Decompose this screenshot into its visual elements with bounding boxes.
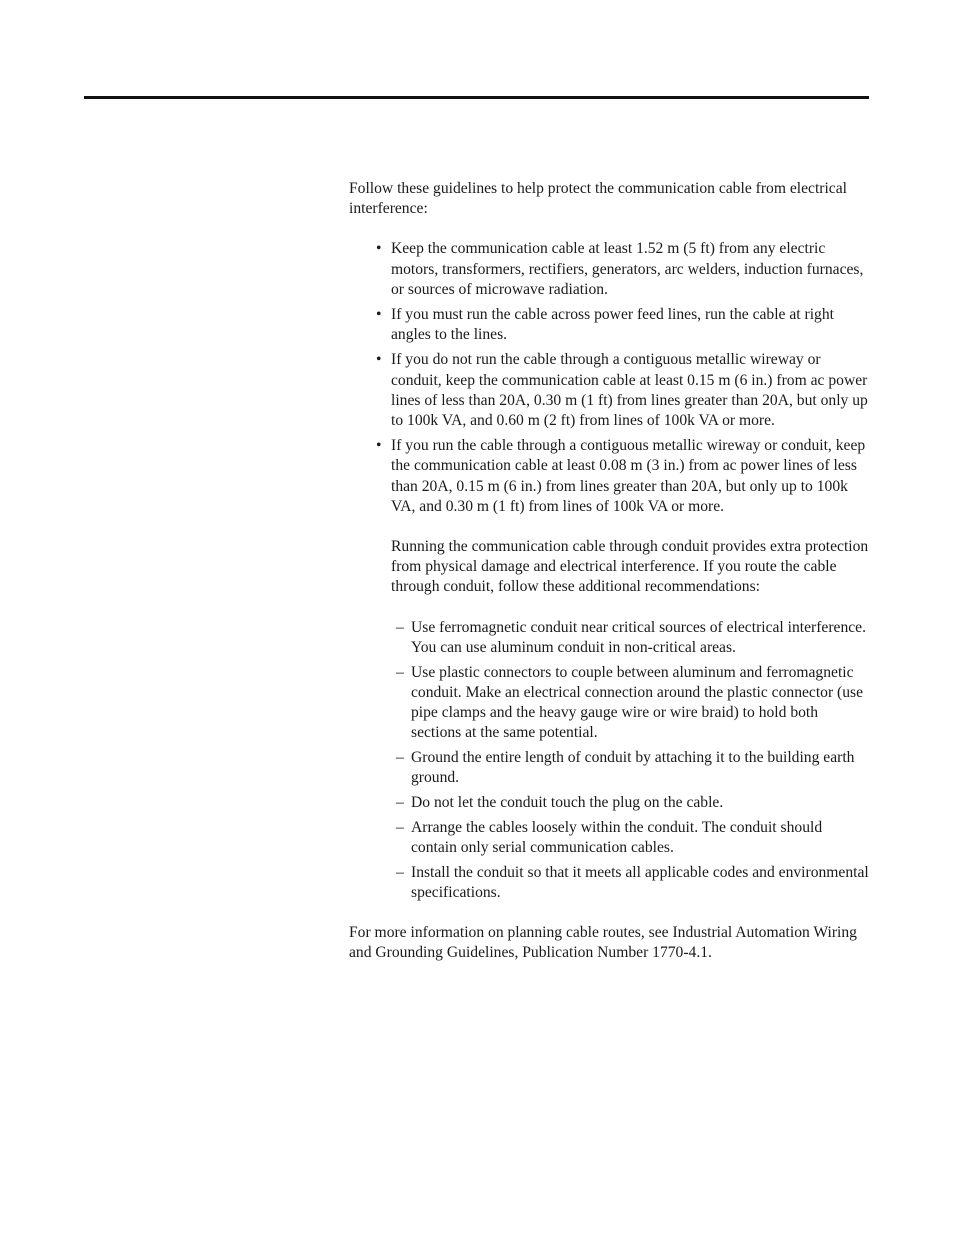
sub-list-item [391, 818, 869, 858]
list-item [349, 436, 869, 903]
dash-icon: – [396, 818, 404, 836]
bullet-icon: • [376, 351, 382, 369]
sub-list-item [391, 793, 869, 813]
bullet-icon: • [376, 240, 382, 258]
list-item [349, 305, 869, 345]
outro-paragraph: For more information on planning cable routes, see Industrial Automation Wiring and Grounding Guidelines, Publication Number 1770-4.1. [349, 924, 857, 962]
sub-list-item-text: Use plastic connectors to couple between aluminum and ferromagnetic conduit. Make an electrical connection around the plastic connector (use pipe clamps and the heavy gauge wire or wire braid) to hold both sections at the same potential. [411, 663, 864, 742]
sub-list-item [391, 863, 869, 903]
dash-icon: – [396, 794, 404, 812]
sub-list-item-text: Install the conduit so that it meets all applicable codes and environmental specifications. [411, 863, 869, 902]
dash-icon: – [396, 749, 404, 767]
sub-list-item [391, 663, 869, 744]
guidelines-list [349, 239, 869, 903]
sub-list-item-text: Use ferromagnetic conduit near critical sources of electrical interference. You can use aluminum conduit in non-critical areas. [411, 618, 867, 656]
list-item [349, 350, 869, 431]
document-body [349, 179, 869, 964]
sub-list-item [391, 618, 869, 658]
dash-icon: – [396, 618, 404, 636]
bullet-icon: • [376, 306, 382, 324]
dash-icon: – [396, 863, 404, 881]
list-item [349, 239, 869, 300]
conduit-recommendations-list [391, 618, 869, 904]
sub-list-item [391, 748, 869, 788]
intro-paragraph: Follow these guidelines to help protect the communication cable from electrical interference: [349, 180, 847, 218]
list-item-text: If you must run the cable across power feed lines, run the cable at right angles to the lines. [391, 306, 834, 344]
sub-list-item-text: Ground the entire length of conduit by attaching it to the building earth ground. [411, 749, 855, 787]
conduit-paragraph: Running the communication cable through conduit provides extra protection from physical damage and electrical interference. If you route the cable through conduit, follow these additional recommendations: [391, 538, 869, 596]
sub-list-item-text: Arrange the cables loosely within the conduit. The conduit should contain only serial communication cables. [411, 818, 823, 857]
sub-list-item-text: Do not let the conduit touch the plug on the cable. [411, 794, 724, 812]
list-item-text: If you do not run the cable through a contiguous metallic wireway or conduit, keep the communication cable at least 0.15 m (6 in.) from ac power lines of less than 20A, 0.30 m (1 ft) from lines greater than 20A, but only up to 100k VA, and 0.60 m (2 ft) from lines of 100k VA or more. [391, 351, 868, 430]
list-item-text: Keep the communication cable at least 1.52 m (5 ft) from any electric motors, transformers, rectifiers, generators, arc welders, induction furnaces, or sources of microwave radiation. [391, 240, 864, 298]
list-item-text: If you run the cable through a contiguous metallic wireway or conduit, keep the communication cable at least 0.08 m (3 in.) from ac power lines of less than 20A, 0.15 m (6 in.) from lines greater than 20A, but only up to 100k VA, and 0.30 m (1 ft) from lines of 100k VA or more. [391, 437, 866, 515]
dash-icon: – [396, 663, 404, 681]
header-rule [84, 96, 869, 99]
bullet-icon: • [376, 437, 382, 455]
